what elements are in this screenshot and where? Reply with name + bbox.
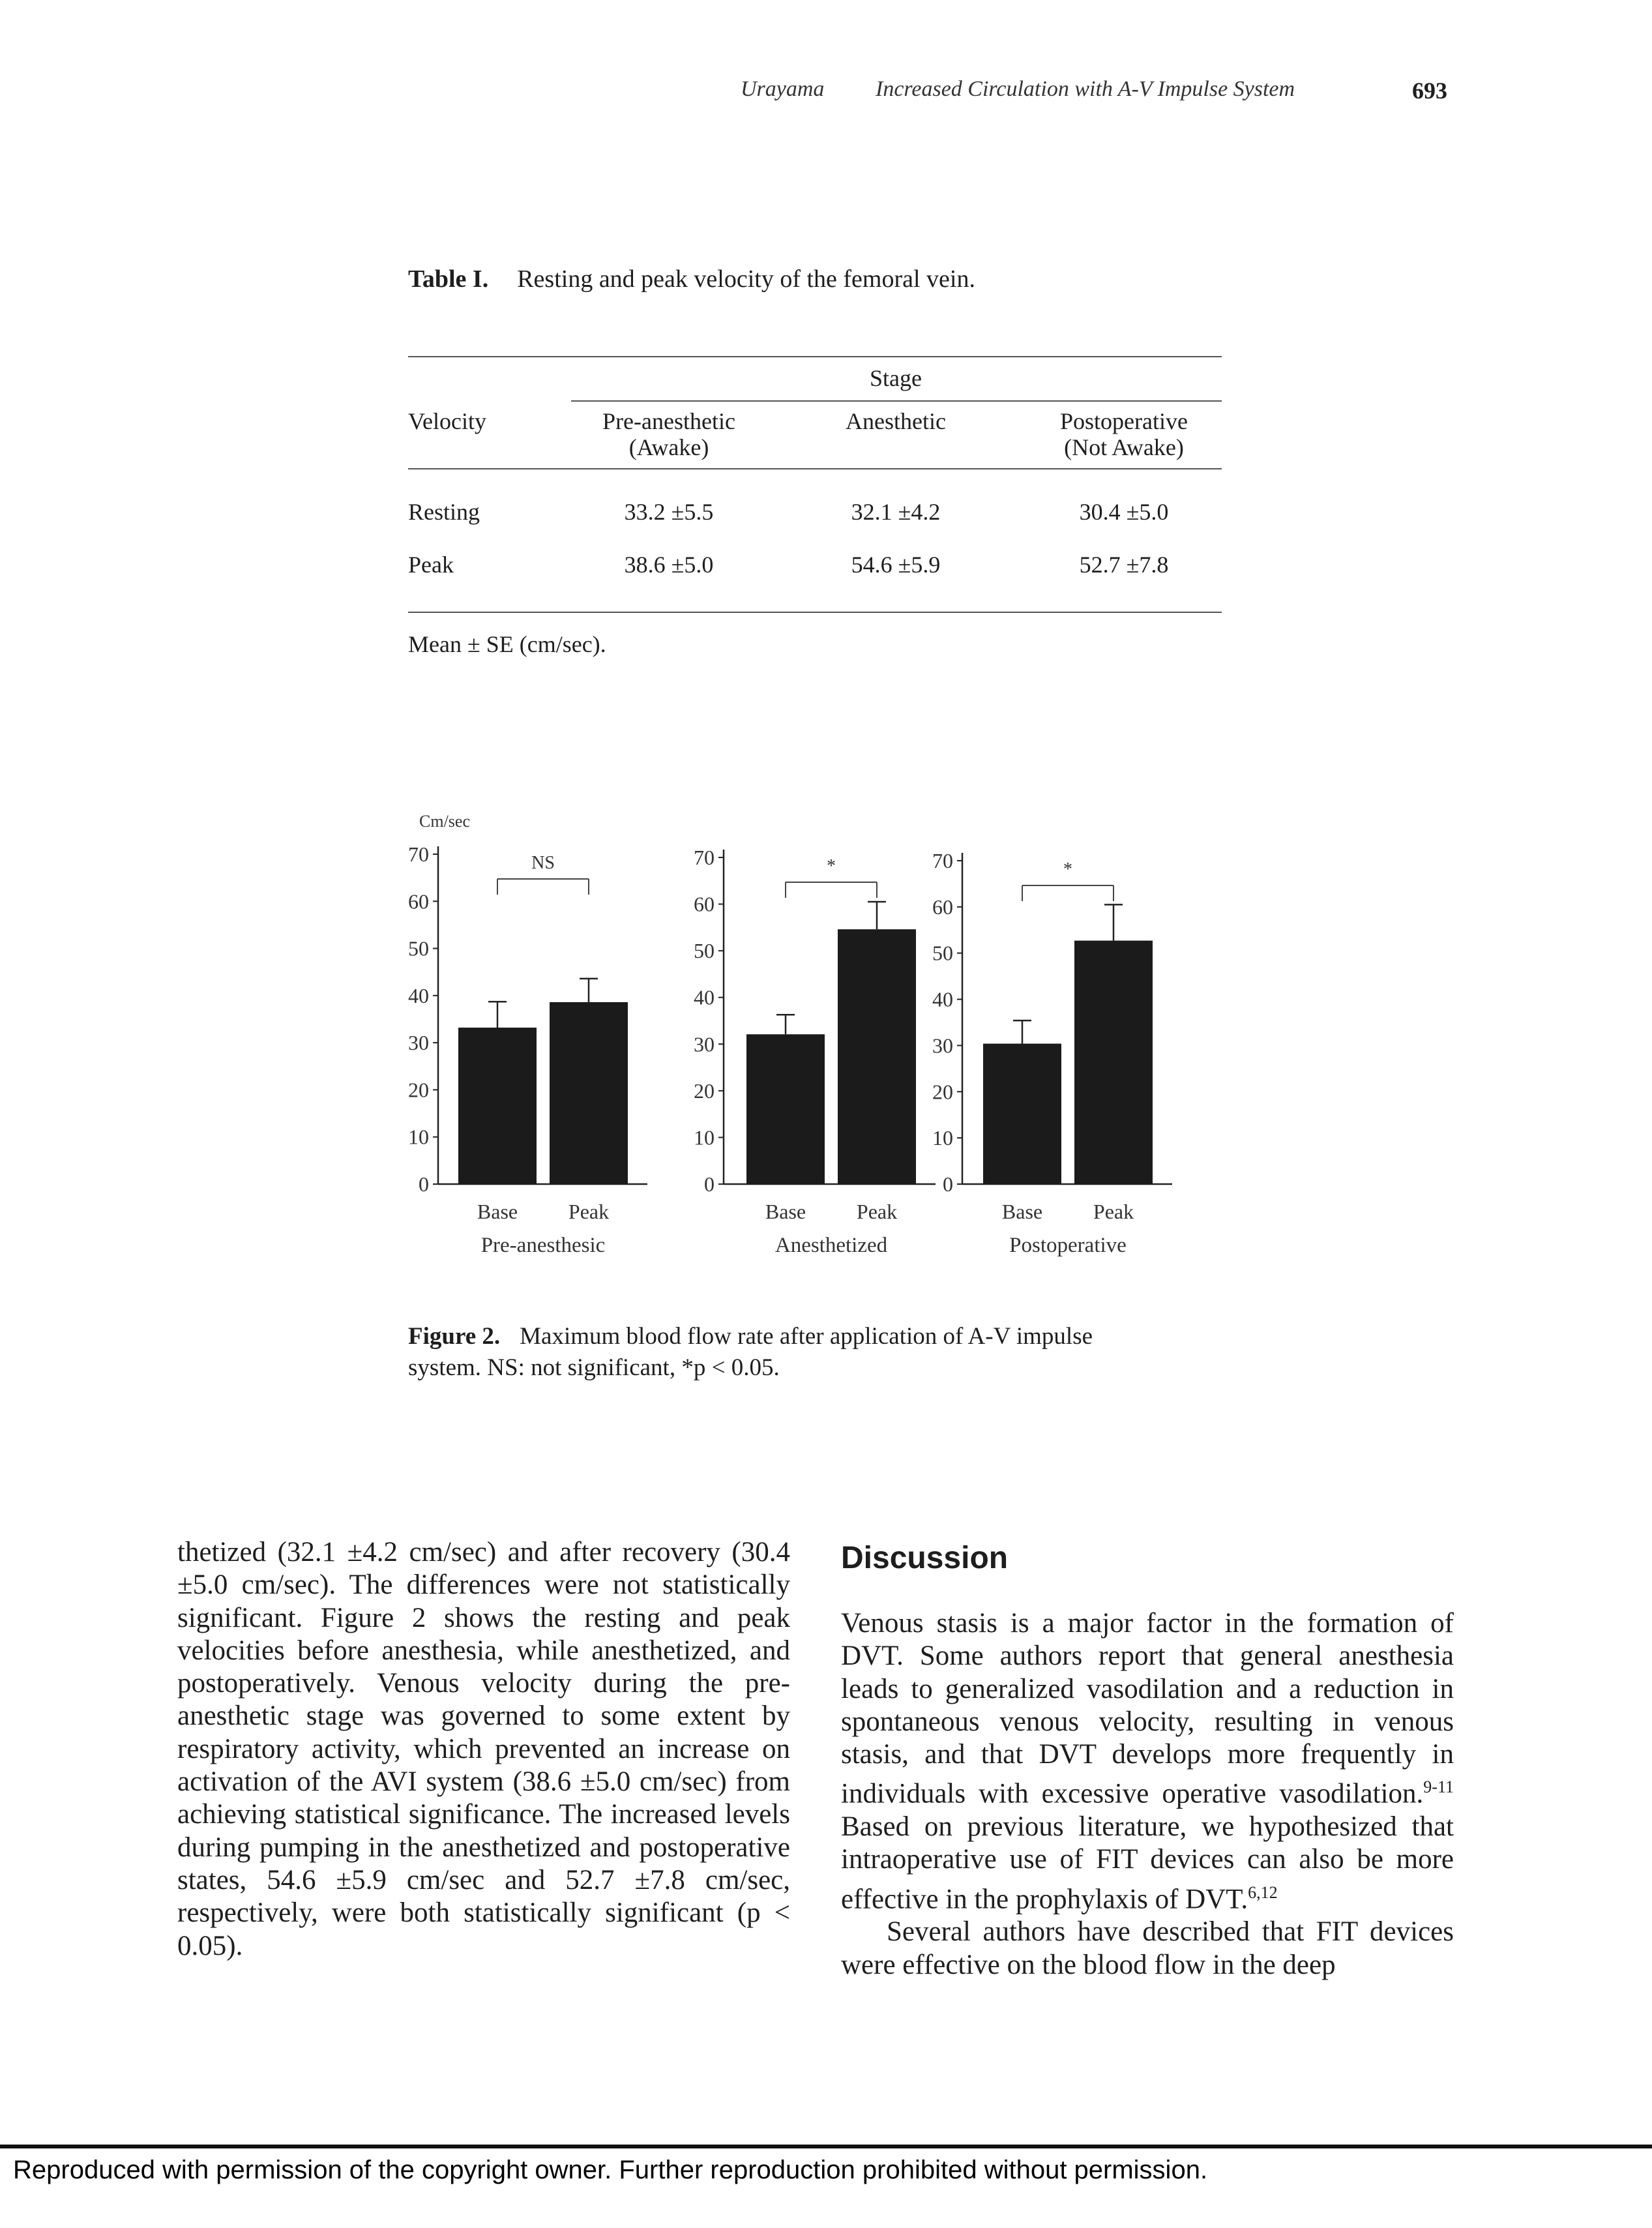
table-group-header: Stage xyxy=(870,365,922,391)
significance-label: NS xyxy=(531,853,555,873)
bar xyxy=(838,929,916,1184)
y-tick-label: 10 xyxy=(932,1126,953,1150)
y-tick-label: 40 xyxy=(408,983,429,1007)
table-cell: 33.2 ±5.5 xyxy=(624,499,714,525)
y-tick-label: 10 xyxy=(408,1125,429,1149)
table-top-rule xyxy=(408,356,1222,357)
left-paragraph: thetized (32.1 ±4.2 cm/sec) and after recovery (30.4 ±5.0 cm/sec). The differences were not statistically significant. Figure 2 shows the resting and peak velocities before anesthesia, while anesthetized, and postoperatively. Venous velocity during the pre-anesthetic stage was governed to some extent by respiratory activity, which prevented an increase on activation of the AVI system (38.6 ±5.0 cm/sec) from achieving statistical significance. The increased levels during pumping in the anesthetized and postoperative states, 54.6 ±5.9 cm/sec and 52.7 ±7.8 cm/sec, respectively, were both statistically significant (p < 0.05). xyxy=(177,1537,790,1961)
y-tick-label: 50 xyxy=(694,939,715,963)
y-tick-label: 40 xyxy=(694,985,715,1009)
y-tick-label: 60 xyxy=(408,889,429,913)
table-cell: 54.6 ±5.9 xyxy=(851,552,941,578)
y-tick-label: 50 xyxy=(408,936,429,960)
figure-caption xyxy=(408,1321,1164,1384)
y-tick-label: 20 xyxy=(694,1078,715,1103)
table-caption xyxy=(408,265,975,293)
table-note: Mean ± SE (cm/sec). xyxy=(408,631,606,657)
table-col-header-pre: Pre-anesthetic (Awake) xyxy=(602,408,735,460)
table-cell: 32.1 ±4.2 xyxy=(851,499,941,525)
group-label: Postoperative xyxy=(1009,1234,1127,1257)
x-tick-label: Base xyxy=(765,1200,806,1223)
y-tick-label: 60 xyxy=(932,895,953,919)
y-tick-label: 60 xyxy=(694,892,715,916)
bar xyxy=(1074,941,1153,1184)
y-tick-label: 0 xyxy=(704,1172,715,1196)
table-col-header-post: Postoperative (Not Awake) xyxy=(1060,408,1188,460)
x-tick-label: Base xyxy=(1001,1200,1043,1223)
table-bottom-rule xyxy=(408,612,1222,613)
left-column xyxy=(177,1536,790,1963)
figure-2-bar-charts xyxy=(365,795,1187,1278)
table-cell: 52.7 ±7.8 xyxy=(1079,552,1169,578)
y-tick-label: 10 xyxy=(694,1125,715,1150)
figure-caption-text: Maximum blood flow rate after application of A-V impulse system. NS: not significant, *p < 0.05. xyxy=(408,1323,1093,1381)
x-tick-label: Peak xyxy=(568,1200,610,1223)
page-number: 693 xyxy=(1412,78,1447,104)
y-tick-label: 70 xyxy=(408,842,429,866)
significance-label: * xyxy=(827,856,836,876)
table-group-rule xyxy=(571,400,1222,402)
group-label: Pre-anesthesic xyxy=(480,1234,606,1257)
bar xyxy=(983,1044,1061,1184)
x-tick-label: Peak xyxy=(856,1200,898,1223)
y-tick-label: 0 xyxy=(943,1172,953,1196)
y-tick-label: 20 xyxy=(408,1078,429,1102)
table-caption-text: Resting and peak velocity of the femoral vein. xyxy=(517,265,975,293)
bar xyxy=(746,1034,825,1184)
y-tick-label: 70 xyxy=(694,846,715,869)
table-cell: 30.4 ±5.0 xyxy=(1079,499,1169,525)
x-tick-label: Peak xyxy=(1093,1200,1134,1223)
table-row-label: Peak xyxy=(408,552,454,578)
table-header-rule xyxy=(408,468,1222,469)
right-column xyxy=(841,1607,1454,1982)
y-tick-label: 30 xyxy=(694,1032,715,1056)
bar xyxy=(458,1028,537,1184)
y-tick-label: 70 xyxy=(932,849,953,872)
y-tick-label: 20 xyxy=(932,1080,953,1104)
y-tick-label: 30 xyxy=(408,1031,429,1055)
discussion-heading: Discussion xyxy=(841,1541,1009,1575)
figure-label: Figure 2. xyxy=(408,1323,501,1350)
running-header xyxy=(0,77,1652,116)
table-row-label: Resting xyxy=(408,499,480,525)
footer-rule xyxy=(0,2145,1652,2148)
y-axis-unit-label: Cm/sec xyxy=(419,812,470,831)
y-tick-label: 50 xyxy=(932,941,953,965)
header-title: Increased Circulation with A-V Impulse System xyxy=(876,77,1295,101)
table-col-header-anesthetic: Anesthetic xyxy=(846,408,946,434)
table-label: Table I. xyxy=(408,265,489,293)
x-tick-label: Base xyxy=(477,1200,518,1223)
table-cell: 38.6 ±5.0 xyxy=(624,552,714,578)
y-tick-label: 40 xyxy=(932,987,953,1011)
right-paragraph-2: Several authors have described that FIT devices were effective on the blood flow in the deep xyxy=(841,1916,1454,1980)
citation-ref: 6,12 xyxy=(1248,1882,1278,1902)
y-tick-label: 30 xyxy=(932,1033,953,1058)
group-label: Anesthetized xyxy=(774,1234,888,1257)
copyright-notice: Reproduced with permission of the copyright owner. Further reproduction prohibited without permission. xyxy=(13,2156,1208,2184)
bar xyxy=(550,1002,628,1184)
header-author: Urayama xyxy=(741,77,825,101)
right-paragraph-1: Venous stasis is a major factor in the formation of DVT. Some authors report that general anesthesia leads to generalized vasodilation and a reduction in spontaneous venous velocity, resulting in venous stasis, and that DVT develops more frequently in individuals with excessive operative vasodilation.$^{9-11}$ Based on previous literature, we hypothesized that intraoperative use of FIT devices can also be more effective in the prophylaxis of DVT.$^{6,12}$ xyxy=(841,1608,1454,1915)
significance-label: * xyxy=(1063,859,1072,880)
table-row-header: Velocity xyxy=(408,408,486,434)
y-tick-label: 0 xyxy=(419,1172,429,1196)
citation-ref: 9-11 xyxy=(1423,1777,1454,1797)
